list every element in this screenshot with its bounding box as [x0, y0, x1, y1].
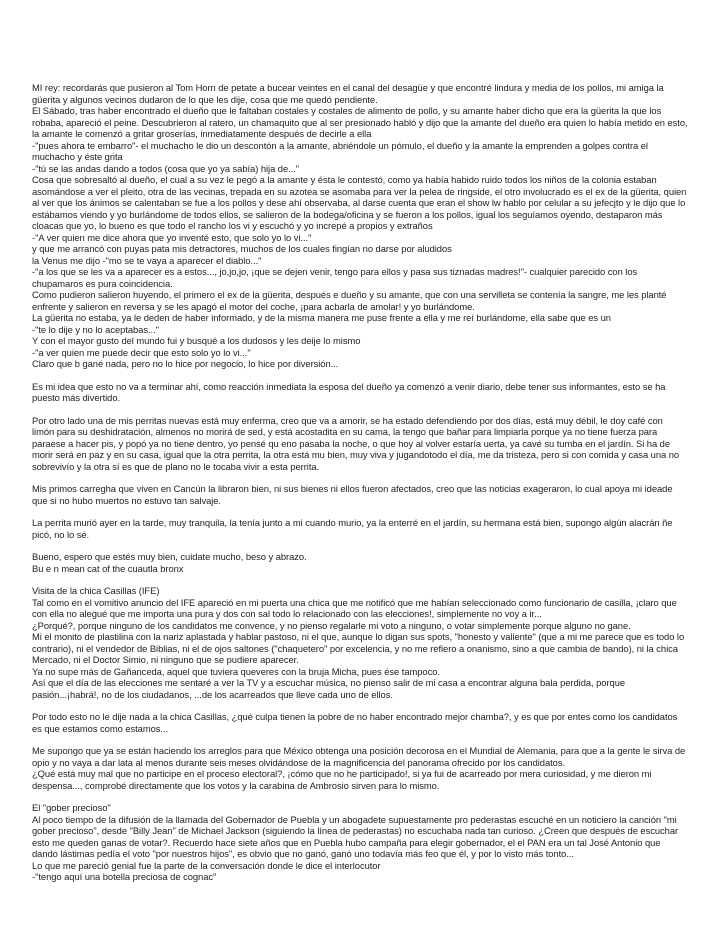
text-line: picó, no lo sé. [32, 528, 90, 540]
text-line: la amante le comenzó a gritar groserías, inmediatamente después de decirle a ella [32, 128, 372, 139]
text-line: ¿Qué está muy mal que no participe en el proceso electoral?, ¡cómo que no he participado!, si ya fui de acarreado por mera curiosidad, y me dieron mi [32, 768, 652, 779]
text-line: Es mi idea que esto no va a terminar ahí, como reacción inmediata la esposa del dueño ya comenzó a venir diario, debe tener sus informantes, esto se ha [32, 380, 666, 392]
text-line: con ella no alegué que me importa una pura y dos con sal todo lo relacionado con las elecciones!, simplemente no voy a ir... [32, 608, 542, 619]
text-line: Mis primos carregha que viven en Cancún la libraron bien, ni sus bienes ni ellos fueron afectados, creo que las noticias exageraron, lo cual apoya mi ideade [32, 483, 673, 494]
paragraph [32, 745, 712, 791]
text-line: -"A ver quien me dice ahora que yo inventé esto, que solo yo lo vi..." [32, 231, 312, 243]
text-line: pasión...¡habrá!, no de los ciudadanos, ...de los acarreados que lleve cada uno de ellos. [32, 688, 393, 700]
text-line: esto me queden ganas de votar?. Recuerdo hace siete años que en Puebla hubo campaña para elegir gobernador, el el PAN era un tal José Antonio que [32, 836, 661, 848]
paragraph [32, 802, 712, 883]
paragraph [32, 585, 712, 700]
text-line: y que me arrancó con puyas pata mis detractores, muchos de los cuales fingían no darse por aludidos [32, 243, 452, 254]
text-line: Mercado, ni el Doctor Simio, ni ninguno que se pudiere aparecer. [32, 654, 299, 665]
text-line: sobrevivío y la otra sí es que de plano no le tocaba vivir a esta perrita. [32, 460, 320, 472]
text-line: El "gober precioso" [32, 802, 111, 813]
text-line: El Sábado, tras haber encontrado el dueño que le faltaban costales y costales de alimento de pollo, y su amante haber dicho que era la güerita la que los [32, 105, 662, 116]
paragraph [32, 483, 712, 506]
text-line: gober precioso", desde "Billy Jean" de Michael Jackson (siguiendo la línea de pederastas) no escuchaba nada tan curioso. ¿Creen que después de escuchar [32, 825, 679, 836]
text-line: Tal como en el vomitivo anuncio del IFE apareció en mi puerta una chica que me notificó que me habían seleccionado como funcionario de casilla, ¡claro que [32, 596, 677, 608]
text-line: güerita y algunos vecinos dudaron de lo que les dije, cosa que me quedó pendiente. [32, 93, 378, 105]
text-line: La perrita murió ayer en la tarde, muy tranquila, la tenía junto a mi cuando murio, ya la enterré en el jardín, su hermana está bien, supongo algún alacrán ñe [32, 517, 673, 528]
text-line: Como pudieron salieron huyendo, el primero el ex de la güerita, después e dueño y su amante, que con una servilleta se contenía la sangre, me les planté [32, 289, 667, 300]
text-line: Bu e n mean cat of the cuautla bronx [32, 562, 184, 574]
text-line: la Venus me dijo -"mo se te vaya a aparecer el diablo..." [32, 254, 262, 266]
text-line: Cosa que sobresaltó al dueño, el cual a su vez le pegó a la amante y ésta le contestó, como ya había habido ruido todos los niños de la colonia estaban [32, 174, 657, 185]
text-line: Al poco tiempo de la difusión de la llamada del Gobernador de Puebla y un abogadete supuestamente pro pederastas escuché en un noticiero la canción "mi [32, 813, 677, 825]
text-line: estábamos viendo y yo burlándome de todos ellos, se salieron de la bodega/oficina y se fueron a los pollos, igual los seguíamos oyendo, destaparon más [32, 208, 663, 220]
text-line: ¿Porqué?, porque ninguno de los candidatos me convence, y no pienso regalarle mi voto a ninguno, o votar simplemente porque alguno no gane. [32, 619, 631, 631]
text-line: dando lástimas pedía el voto "por nuestros hijos", es obvio que no ganó, ganó uno todavía más feo que él, y por lo visto más tonto... [32, 848, 575, 859]
text-line: paraese a hacer pis, y popó ya no tiene dentro, yo pensé qu eno pasaba la noche, o que hoy al volver estaría uerta, ya cavé su tumba en el jardín. Si ha de [32, 437, 670, 449]
paragraph [32, 517, 712, 540]
text-line: robaba, apareció el peine. Descubrieron al ratero, un chamaquito que al ser presionado habló y dijo que la amante del dueño era quien lo había metido en esto, [32, 116, 688, 128]
paragraph [32, 711, 712, 734]
text-line: -"te lo dije y no lo aceptabas..." [32, 323, 159, 335]
text-line: -"pues ahora te embarro"- el muchacho le dio un descontón a la amante, abriéndole un pómulo, el dueño y la amante la emprenden a golpes contra el [32, 139, 648, 151]
paragraph [32, 82, 712, 370]
text-line: La güerita no estaba, ya le deden de haber informado, y de la misma manera me puse frente a ella y me reí burlándome, ella sabe que es un [32, 312, 611, 323]
text-line: Claro que b gané nada, pero no lo hice por negocio, lo hice por diversión... [32, 358, 339, 369]
text-line: asomándose a ver el pleito, otra de las vecinas, trepada en su azotea se asomaba para ver la pelea de ringside, el otro involucrado es el ex de la güerita, quien [32, 185, 687, 197]
text-line: puesto más divertido. [32, 392, 121, 403]
text-line: morir será en paz y en su casa, igual que la otra perrita, la otra está mu bien, muy viva y jugandotodo el día, me da tristeza, pero si con comida y casa una no [32, 449, 680, 460]
paragraph [32, 415, 712, 473]
text-line: Mi el monito de plastilina con la nariz aplastada y hablar pastoso, ni el que, aunque lo digan sus spots, "honesto y valiente" (que a mi me parece que es todo lo [32, 631, 685, 642]
text-line: Me supongo que ya se están haciendo los arreglos para que México obtenga una posición decorosa en el Mundial de Alemania, para que a la gente le sirva de [32, 745, 686, 756]
text-line: que si no hubo muertos no estuvo tan salvaje. [32, 494, 222, 506]
text-line: limón para su deshidratación, almenos no morirá de sed, y está acostadita en su cama, la tengo que bañar para limpiarla porque ya no tiene fuerza para [32, 426, 658, 437]
text-line: -"a ver quien me puede decir que esto solo yo lo vi..." [32, 346, 251, 358]
text-line: Así que el día de las elecciones me sentaré a ver la TV y a escuchar música, no pienso salir de mi casa a encontrar alguna bala perdida, porque [32, 677, 626, 688]
text-line: Bueno, espero que estés muy bien, cuidate mucho, beso y abrazo. [32, 551, 307, 562]
text-line: -"tengo aquí una botella preciosa de cognac" [32, 871, 217, 882]
text-line: muchacho y éste grita [32, 151, 123, 162]
text-line: Lo que me pareció genial fue la parte de la conversación donde le dice el interlocutor [32, 859, 381, 871]
document-page [32, 82, 712, 894]
text-line: Visita de la chica Casillas (IFE) [32, 585, 160, 596]
text-line: Por otro lado una de mis perritas nuevas está muy enferma, creo que va a amorir, se ha estado defendiendo por dos días, está muy débil, le doy café con [32, 414, 663, 426]
text-line: chupamaros es pura coincidencia. [32, 277, 173, 289]
text-line: Ya no supe más de Gañanceda, aquel que tuviera queveres con la bruja Micha, pues ése tampoco. [32, 665, 440, 677]
text-line: -"a los que se les va a aparecer es a estos..., jo,jo,jo, ¡que se dejen venir, tengo para ellos y pasa sus tiznadas madres!"- cualquier parecido con los [32, 266, 638, 277]
text-line: contrario), ni el vendedor de Biblias, ni el de ojos saltones ("chaquetero" por excelencia, y no me refiero a onanismo, sino a que cambia de bando), ni la chica [32, 642, 678, 654]
paragraph [32, 551, 712, 574]
text-line: Y con el mayor gusto del mundo fui y busqué a los dudosos y les deije lo mismo [32, 335, 361, 346]
text-line: despensa..., comprobé directamente que los votos y la carabina de Ambrosio sirven para lo mismo. [32, 779, 440, 791]
text-line: es que estamos como estamos... [32, 722, 169, 734]
text-line: Por todo esto no le dije nada a la chica Casillas, ¿qué culpa tienen la pobre de no haber encontrado mejor chamba?, y es que por entes como los candidatos [32, 711, 678, 722]
text-line: al ver que los ánimos se calentaban se fue a los pollos y dese ahí observaba, al darse cuenta que eran el show lw hablo por celular a su jefecjto y le dijo que lo [32, 197, 686, 208]
text-line: opio y no vaya a dar lata al menos durante seis meses olvidándose de la magnificencia del panorama ofrecido por los candidatos. [32, 756, 566, 768]
text-line: enfrente y salieron en reversa y se les apagó el motor del coche, ¡para acbarla de amolar! y yo burlándome. [32, 300, 475, 312]
text-line: cloacas que yo, lo bueno es que todo el rancho los vi y escuchó y yo increpé a propios y extraños [32, 220, 433, 231]
text-line: MI rey: recordarás que pusieron al Tom Horn de petate a bucear veintes en el canal del desagüe y que encontré lindura y media de los pollos, mi amiga la [32, 82, 664, 93]
paragraph [32, 381, 712, 404]
text-line: -"tú se las andas dando a todos (cosa que yo ya sabía) hija de..." [32, 162, 300, 174]
